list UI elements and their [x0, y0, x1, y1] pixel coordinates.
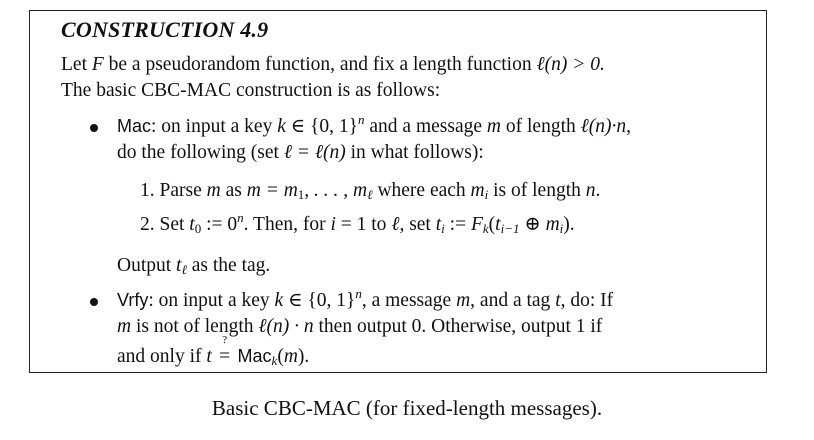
mac-output: Output $t_\ell$ as the tag. [117, 255, 271, 277]
vrfy-label: Vrfy [117, 290, 149, 310]
intro-line-2: The basic CBC-MAC construction is as follows: [61, 80, 441, 101]
mac-line-1: Mac: on input a key k ∈ {0, 1}$^n$ and a message m of length ℓ(n)·n, [117, 112, 631, 137]
vrfy-line-1: Vrfy: on input a key k ∈ {0, 1}$^n$, a message m, and a tag t, do: If [117, 286, 614, 311]
construction-box [29, 10, 767, 373]
vrfy-line-2: m is not of length ℓ(n) · n then output 0. Otherwise, output 1 if [117, 316, 603, 337]
mac-step-1: 1. Parse m as $m = m_1$, . . . , $m_\ell$ where each $m_i$ is of length n. [140, 180, 601, 202]
mac-label: Mac [117, 116, 152, 136]
mac-function-label: Mac [237, 346, 272, 366]
vrfy-line-3: and only if t ? = Mac$_k$(m). [117, 334, 310, 368]
construction-title: CONSTRUCTION 4.9 [61, 17, 269, 42]
mac-bullet [90, 124, 98, 132]
mac-step-2: 2. Set $t_0$ := $0^n$. Then, for i = 1 to ℓ, set $t_i$ := $F_k(t_{i-1}$ ⊕ $m_i$). [140, 210, 575, 236]
figure-caption: Basic CBC-MAC (for fixed-length messages). [211, 396, 603, 420]
intro-line-1: Let F be a pseudorandom function, and fix a length function ℓ(n) > 0. [61, 54, 605, 75]
question-equals-symbol: ? = [219, 334, 231, 367]
vrfy-bullet [90, 298, 98, 306]
mac-line-2: do the following (set ℓ = ℓ(n) in what follows): [117, 142, 484, 163]
